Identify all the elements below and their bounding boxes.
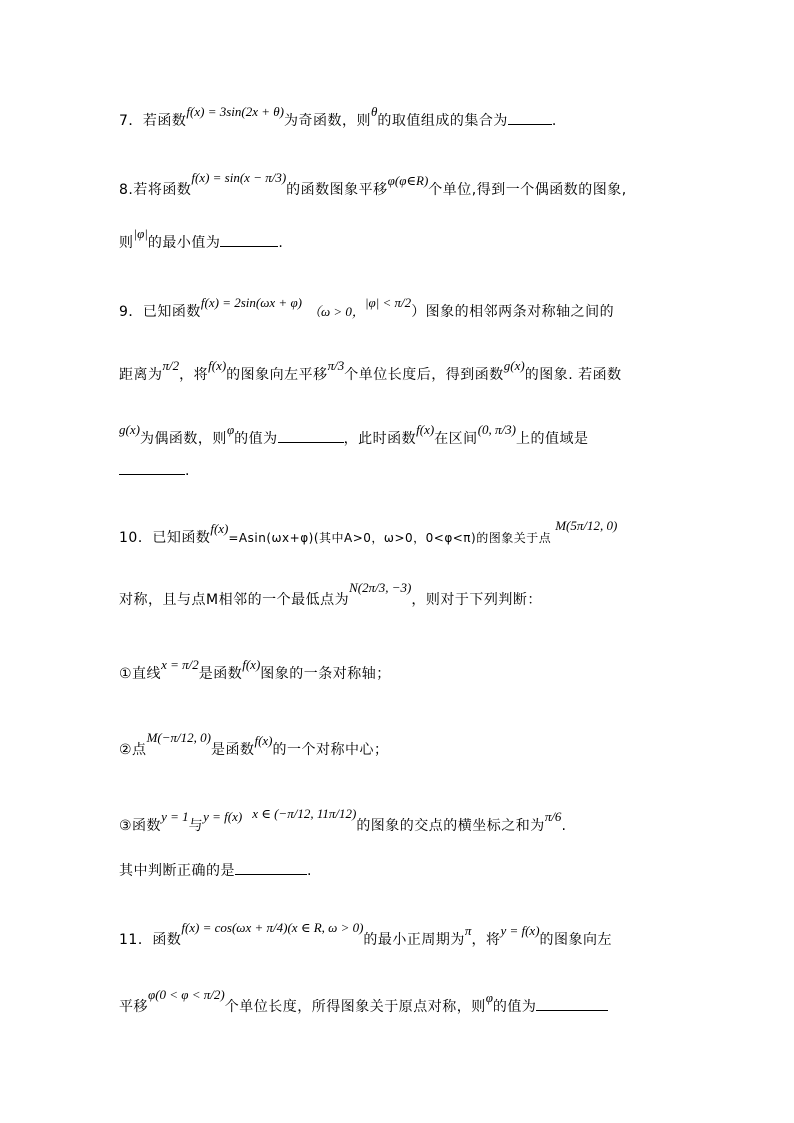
q10-s3-text-c: 的图象的交点的横坐标之和为 (356, 818, 545, 834)
q10-statement-2 (119, 730, 694, 760)
q7-formula: f(x) = 3sin(2x + θ) (186, 104, 284, 119)
q9-text-d: ，将 (179, 367, 209, 383)
q11-line1 (119, 920, 694, 950)
q11-formula: f(x) = cos(ωx + π/4)(x ∈ R, ω > 0) (181, 920, 364, 935)
q10-s1-text-c: 图象的一条对称轴； (260, 666, 391, 682)
q8-line2 (119, 226, 694, 253)
q8-line1 (119, 170, 694, 200)
q9-line1 (119, 295, 694, 322)
q9-text-c: 距离为 (119, 367, 163, 383)
q8-text-b: 的函数图象平移 (286, 182, 388, 198)
q9-gx: g(x) (503, 358, 525, 373)
q9-number: 9． (119, 304, 143, 320)
q11-line2 (119, 987, 694, 1017)
q10-s1-text-b: 是函数 (198, 666, 243, 682)
q7-line (119, 104, 694, 131)
q10-s2-text-b: 是函数 (210, 742, 255, 758)
q9-text-a: 已知函数 (142, 304, 201, 320)
q7-answer-blank[interactable] (508, 110, 552, 125)
q9-gx-2: g(x) (119, 422, 140, 437)
q11-text-h: 的值为 (492, 999, 537, 1015)
q11-text-a: 函数 (152, 932, 182, 948)
q10-s3-y1: y = 1 (161, 809, 189, 824)
q10-s3-value: π/6 (544, 809, 562, 824)
q9-phi: φ (226, 422, 235, 437)
q8-answer-blank[interactable] (220, 232, 278, 247)
q10-s3-yfx: y = f(x) (203, 809, 243, 824)
q10-question-text: 其中判断正确的是 (119, 863, 235, 879)
q10-statement-1 (119, 657, 694, 684)
q10-s3-x-range: x ∈ (−π/12, 11π/12) (252, 806, 357, 821)
q11-text-c: ，将 (471, 932, 501, 948)
q11-text-e: 平移 (119, 999, 148, 1015)
q9-text-e: 的图象向左平移 (226, 367, 328, 383)
q9-line3 (119, 422, 694, 449)
q9-text-g1: 个单位长度后，得到函数 (344, 367, 504, 383)
q9-text-h5: 上的值域是 (515, 431, 589, 447)
q9-answer-blank-1[interactable] (278, 428, 344, 443)
q8-phi: φ(φ∈R) (387, 173, 429, 188)
q10-question (119, 860, 694, 881)
q7-period: . (551, 113, 557, 129)
q9-third-pi: π/3 (327, 358, 345, 373)
q10-s2-text-a: ②点 (119, 742, 147, 758)
q10-answer-blank[interactable] (235, 860, 307, 875)
q9-answer-blank-2[interactable] (119, 460, 185, 475)
q9-fx-2: f(x) (416, 422, 435, 437)
q10-number: 10． (119, 530, 153, 546)
q10-s2-fx: f(x) (254, 733, 273, 748)
q10-text-a: 已知函数 (152, 530, 211, 546)
q10-s2-point-M: M(−π/12, 0) (146, 730, 211, 745)
q7-text-b: 为奇函数，则 (284, 113, 371, 129)
q10-point-N: N(2π/3, −3) (349, 580, 412, 595)
q8-text-c: 个单位,得到一个偶函数的图象, (428, 182, 627, 198)
q10-statement-3 (119, 806, 694, 836)
q9-text-h2: 的值为 (234, 431, 278, 447)
q9-line4 (119, 460, 694, 481)
q8-abs-phi: |φ| (133, 226, 148, 241)
q10-line1 (119, 518, 694, 548)
q9-half-pi: π/2 (162, 358, 180, 373)
q10-s1-fx: f(x) (242, 657, 261, 672)
q7-text-a: 若函数 (142, 113, 187, 129)
q9-line2 (119, 358, 694, 385)
q11-text-d: 的图象向左 (539, 932, 613, 948)
q10-s1-text-a: ①直线 (119, 666, 162, 682)
q10-point-M: M(5π/12, 0) (555, 518, 618, 533)
q10-fx: f(x) (210, 521, 229, 536)
q10-s3-text-a: ③函数 (119, 818, 162, 834)
q8-formula: f(x) = sin(x − π/3) (191, 170, 287, 185)
q10-s2-text-c: 的一个对称中心； (272, 742, 389, 758)
q10-line2 (119, 580, 694, 610)
q7-text-c: 的取值组成的集合为 (377, 113, 508, 129)
q11-number: 11． (119, 932, 153, 948)
q10-s1-line-x: x = π/2 (161, 657, 199, 672)
q11-text-g: 个单位长度，所得图象关于原点对称，则 (224, 999, 486, 1015)
q9-cond-omega: （ω > 0， (307, 304, 365, 319)
q11-pi: π (464, 923, 472, 938)
q11-text-b: 的最小正周期为 (363, 932, 465, 948)
q9-period: . (185, 463, 190, 479)
q10-s3-period: . (561, 818, 567, 834)
q8-text-a: 若将函数 (133, 182, 192, 198)
q11-phi-range: φ(0 < φ < π/2) (148, 987, 225, 1002)
q9-text-h3: ，此时函数 (343, 431, 417, 447)
q10-text-b: =Asin(ωx+φ)(其中A>0，ω>0，0<φ<π)的图象关于点 (228, 531, 552, 545)
q11-yfx: y = f(x) (500, 923, 540, 938)
q11-phi: φ (485, 990, 493, 1005)
q9-text-g2: 的图象. 若函数 (524, 367, 622, 383)
q9-cond-phi: |φ| < π/2 (364, 295, 412, 310)
q9-text-b: ）图象的相邻两条对称轴之间的 (411, 304, 615, 320)
q9-interval: (0, π/3) (477, 422, 516, 437)
q9-formula: f(x) = 2sin(ωx + φ) (200, 295, 302, 310)
q7-number: 7． (119, 113, 143, 129)
q9-text-h4: 在区间 (434, 431, 478, 447)
q10-period: . (307, 863, 312, 879)
q10-text-c: 对称，且与点M相邻的一个最低点为 (119, 592, 350, 608)
q8-period: . (278, 235, 284, 251)
q10-s3-text-b: 与 (188, 818, 204, 834)
q8-number: 8. (119, 182, 134, 198)
q10-text-d: ，则对于下列判断： (411, 592, 542, 608)
q8-text-e: 的最小值为 (147, 235, 221, 251)
q9-fx: f(x) (208, 358, 227, 373)
q8-text-d: 则 (119, 235, 134, 251)
q7-theta: θ (371, 104, 378, 119)
q11-answer-blank[interactable] (536, 996, 608, 1011)
q9-text-h1: 为偶函数，则 (139, 431, 227, 447)
